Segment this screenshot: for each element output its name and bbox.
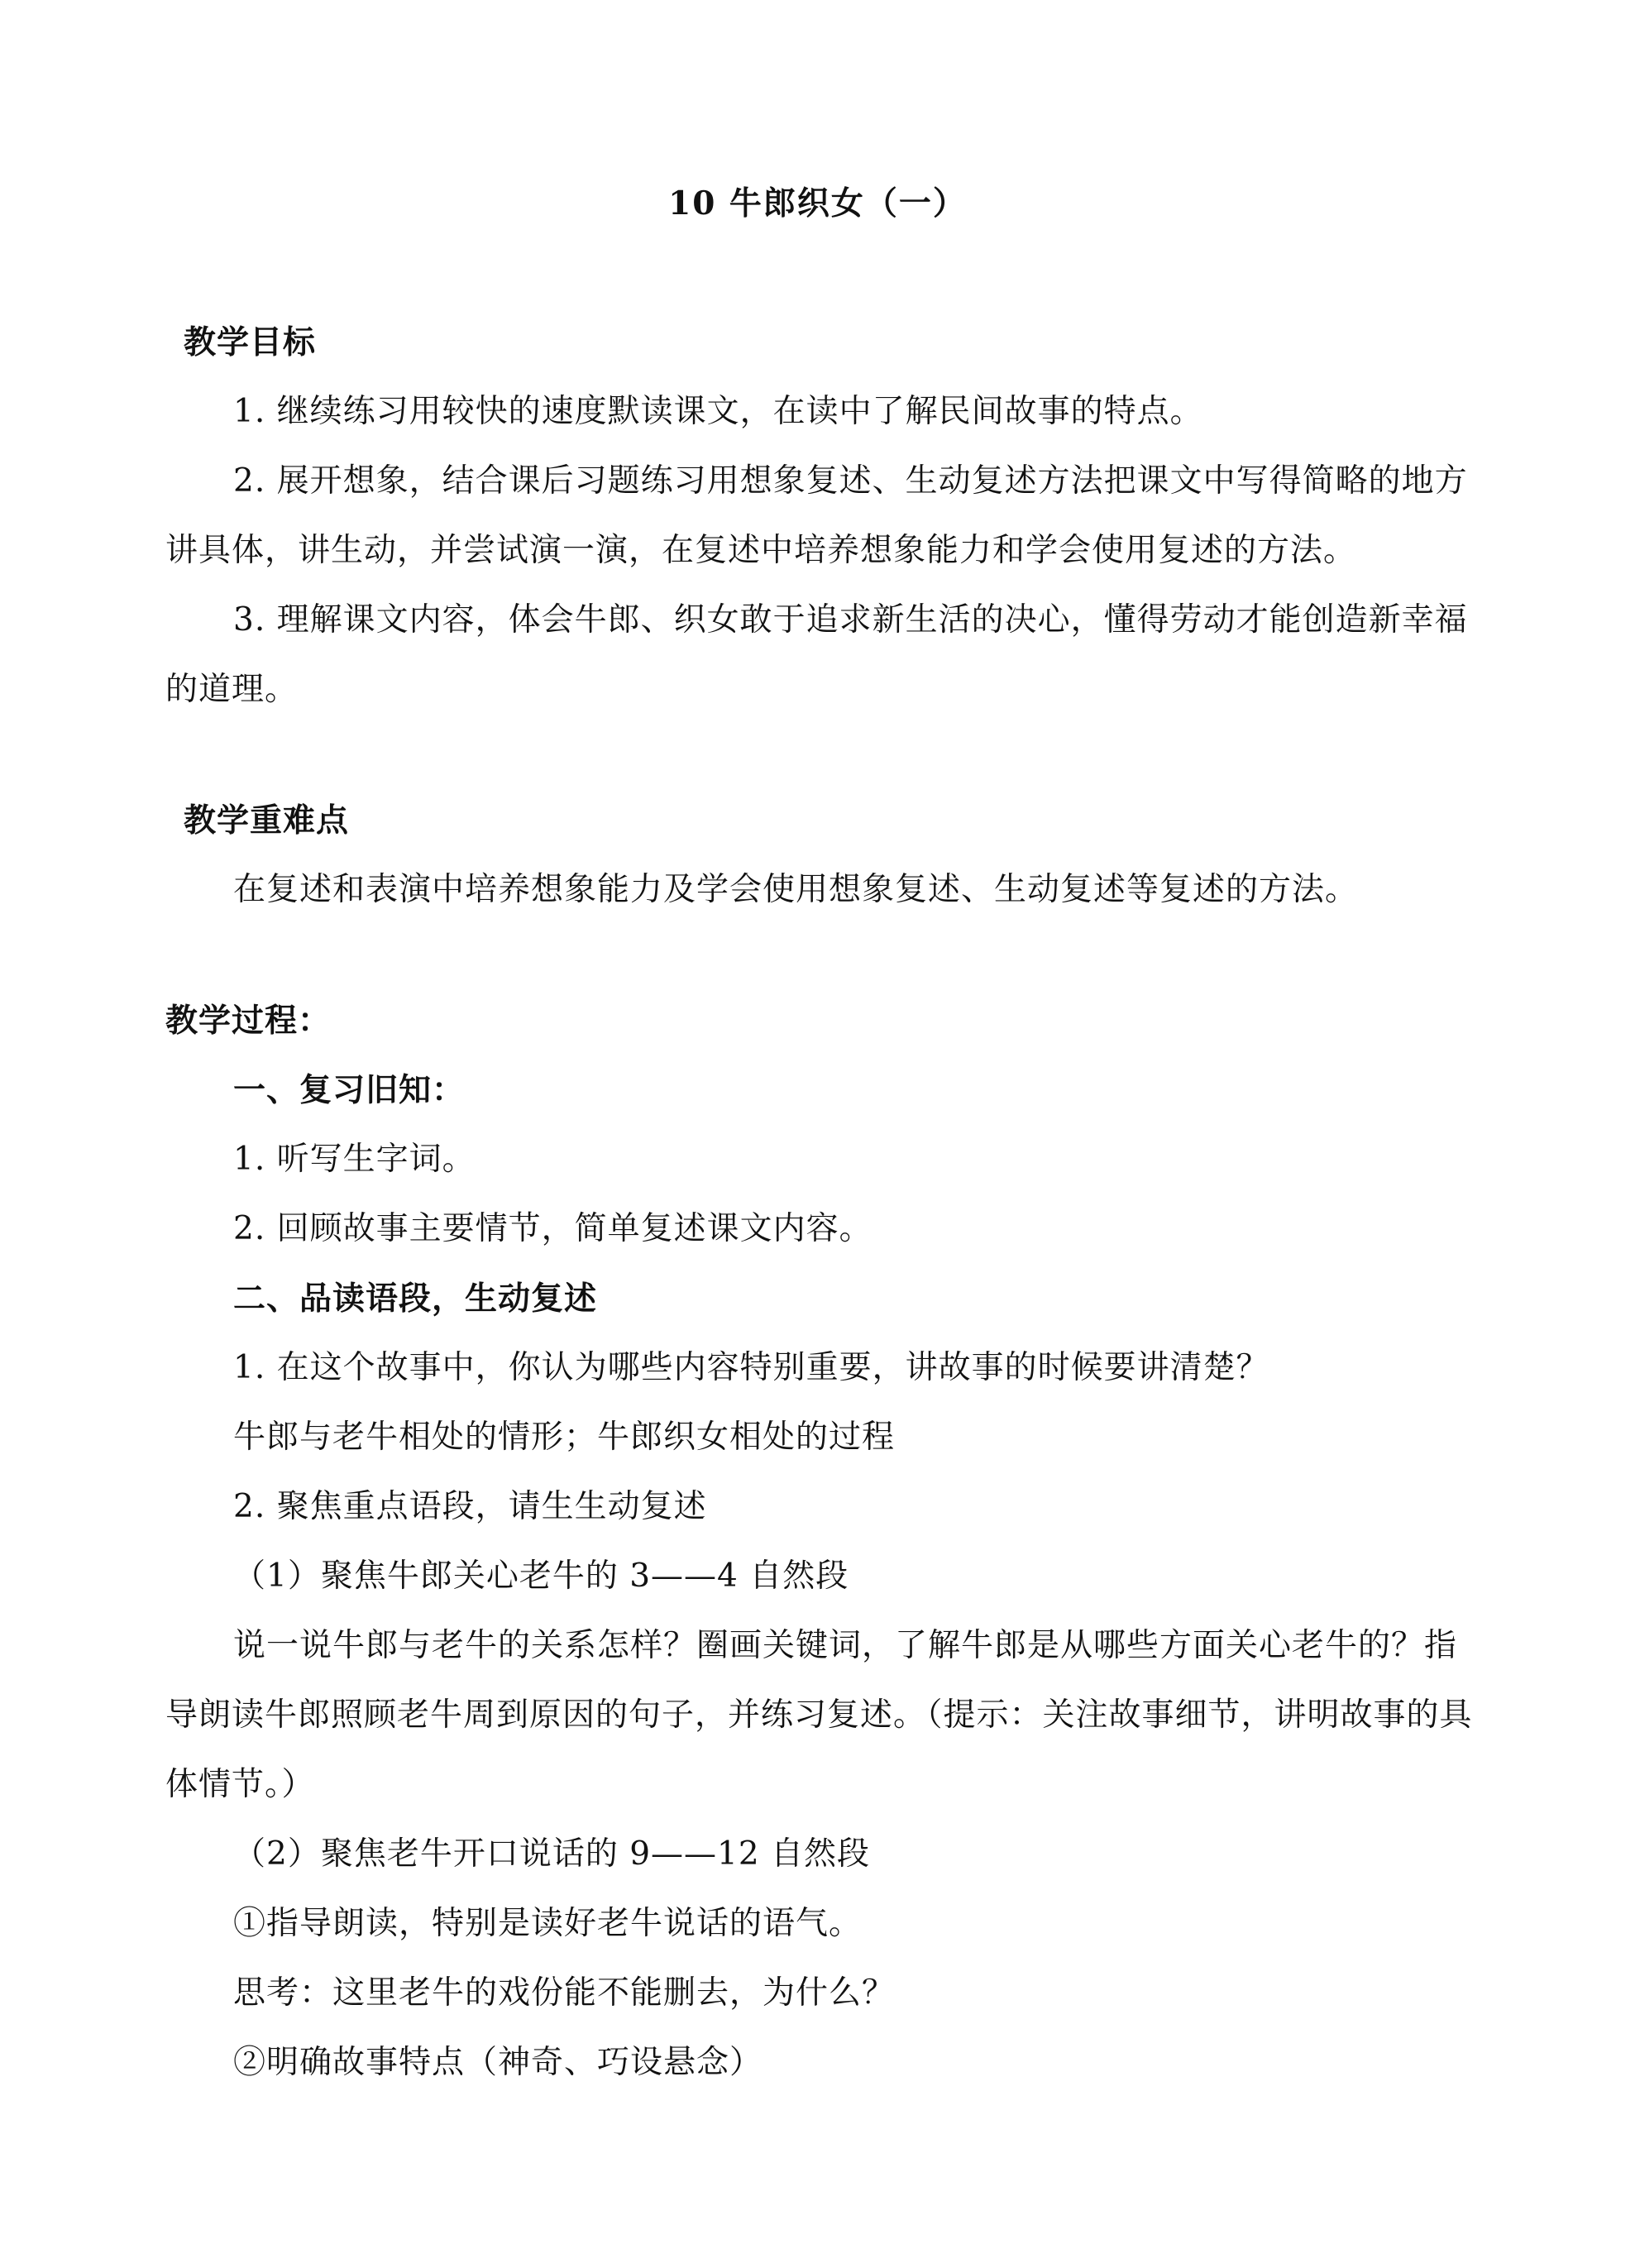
part2-sub2-think: 思考：这里老牛的戏份能不能删去，为什么？	[233, 1974, 896, 2012]
part2-question-2: 2. 聚焦重点语段，请生生动复述	[233, 1488, 707, 1525]
part2-heading: 二、品读语段，生动复述	[233, 1280, 598, 1318]
objective-item-2: 2. 展开想象，结合课后习题练习用想象复述、生动复述方法把课文中写得简略的地方讲具体，讲生动，并尝试演一演，在复述中培养想象能力和学会使用复述的方法。	[165, 462, 1468, 569]
part1-heading: 一、复习旧知：	[233, 1071, 466, 1109]
part1-item-1: 1. 听写生字词。	[233, 1141, 476, 1178]
key-points-text: 在复述和表演中培养想象能力及学会使用想象复述、生动复述等复述的方法。	[233, 871, 1359, 908]
section-spacer	[165, 925, 1480, 986]
part1-item-2: 2. 回顾故事主要情节，简单复述课文内容。	[233, 1210, 872, 1247]
section-spacer	[165, 725, 1480, 786]
part2-sub1-title: （1）聚焦牛郎关心老牛的 3——4 自然段	[233, 1557, 849, 1595]
document-title: 10 牛郎织女（一）	[668, 184, 967, 222]
objectives-heading: 教学目标	[184, 323, 317, 361]
key-points-heading: 教学重难点	[184, 801, 350, 840]
part2-question-1: 1. 在这个故事中，你认为哪些内容特别重要，讲故事的时候要讲清楚？	[233, 1349, 1269, 1386]
part2-sub2-item-1: ①指导朗读，特别是读好老牛说话的语气。	[233, 1905, 863, 1942]
part2-answer-1: 牛郎与老牛相处的情形；牛郎织女相处的过程	[233, 1419, 896, 1456]
document-body	[165, 308, 1480, 2098]
process-heading: 教学过程：	[165, 1002, 332, 1040]
objective-item-1: 1. 继续练习用较快的速度默读课文，在读中了解民间故事的特点。	[233, 393, 1203, 430]
part2-sub1-text: 说一说牛郎与老牛的关系怎样？圈画关键词，了解牛郎是从哪些方面关心老牛的？指导朗读牛郎照顾老牛周到原因的句子，并练习复述。（提示：关注故事细节，讲明故事的具体情节。）	[165, 1627, 1473, 1803]
objective-item-3: 3. 理解课文内容，体会牛郎、织女敢于追求新生活的决心，懂得劳动才能创造新幸福的道理。	[165, 601, 1468, 708]
part2-sub2-title: （2）聚焦老牛开口说话的 9——12 自然段	[233, 1835, 871, 1873]
part2-sub2-item-2: ②明确故事特点（神奇、巧设悬念）	[233, 2044, 763, 2081]
